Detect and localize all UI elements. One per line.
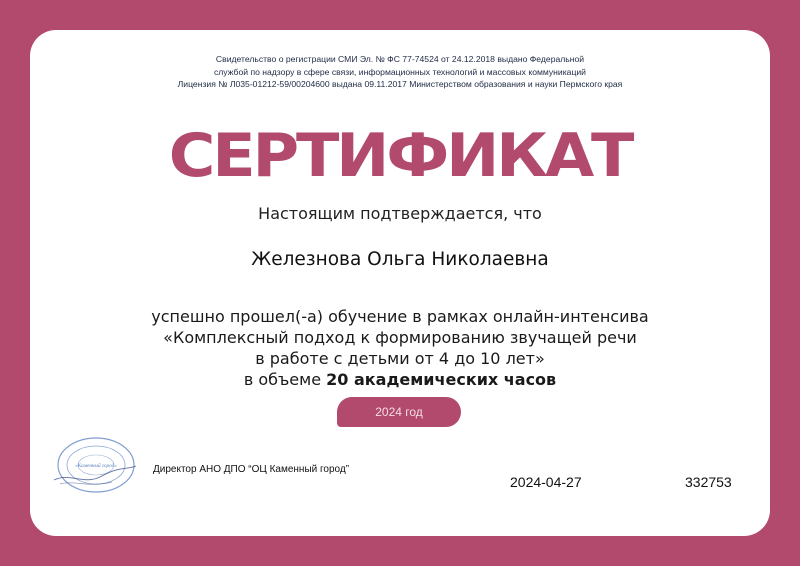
- registration-info: [30, 53, 770, 91]
- recipient-name: Железнова Ольга Николаевна: [251, 249, 549, 270]
- course-line-4: [30, 369, 770, 390]
- confirm-text: Настоящим подтверждается, что: [258, 204, 542, 223]
- volume-hours: 20 академических часов: [326, 370, 557, 389]
- seal-text: «Каменный город»: [75, 463, 117, 469]
- director-signature-line: Директор АНО ДПО “ОЦ Каменный город”: [153, 464, 350, 475]
- year-badge: 2024 год: [337, 397, 461, 427]
- certificate-card: [30, 30, 770, 536]
- course-line-2: «Комплексный подход к формированию звучащей речи: [163, 328, 637, 347]
- registration-line-2: службой по надзору в сфере связи, информационных технологий и массовых коммуникаций: [214, 66, 586, 77]
- issue-date: 2024-04-27: [510, 474, 582, 490]
- certificate-number: 332753: [685, 474, 732, 490]
- course-line-3: в работе с детьми от 4 до 10 лет»: [255, 349, 545, 368]
- certificate-title: СЕРТИФИКАТ: [168, 121, 632, 191]
- volume-prefix: в объеме: [243, 370, 322, 389]
- course-description: [30, 306, 770, 390]
- course-line-1: успешно прошел(-а) обучение в рамках онлайн-интенсива: [151, 307, 649, 326]
- registration-line-3: Лицензия № Л035-01212-59/00204600 выдана 09.11.2017 Министерством образования и науки Пермского края: [177, 79, 623, 89]
- registration-line-1: Свидетельство о регистрации СМИ Эл. № ФС 77-74524 от 24.12.2018 выдано Федеральной: [215, 54, 585, 64]
- seal-stamp: [50, 436, 138, 494]
